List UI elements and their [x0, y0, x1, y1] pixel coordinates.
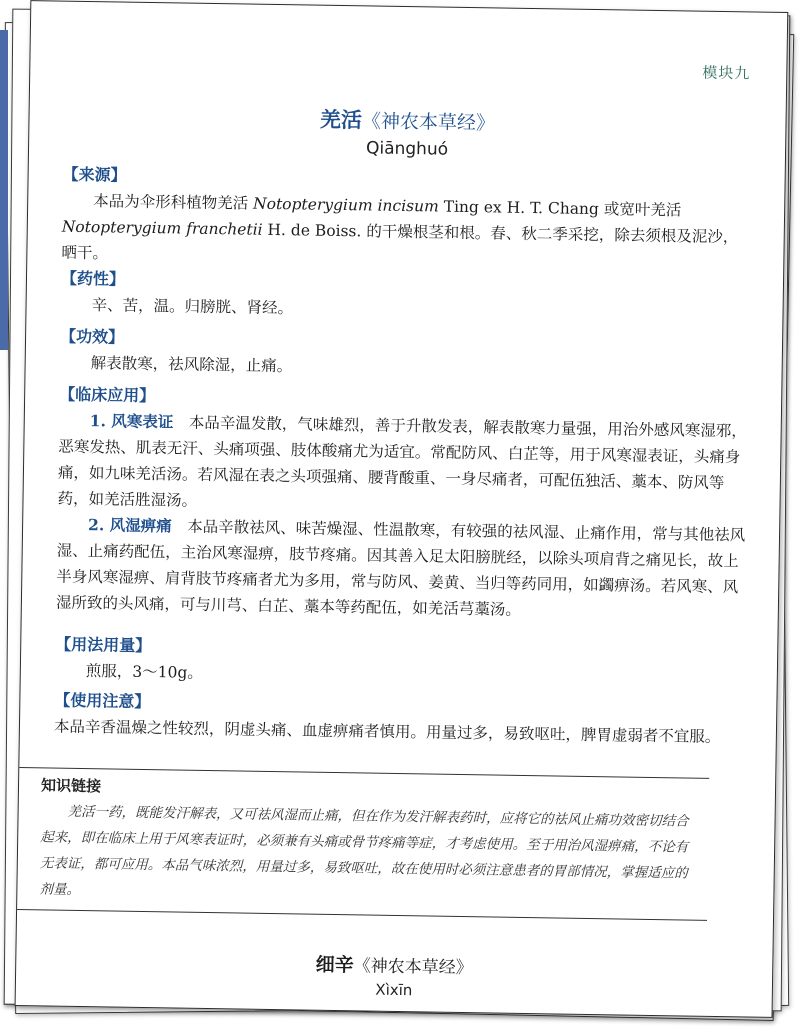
- book-page: [15, 0, 789, 1018]
- cover-edge: [0, 30, 8, 350]
- herb-source: 《神农本草经》: [361, 110, 496, 135]
- section-origin: [61, 162, 753, 277]
- caution-text: 本品辛香温燥之性较烈，阴虚头痛、血虚痹痛者慎用。用量过多，易致呕吐，脾胃虚弱者不宜服。: [53, 717, 721, 747]
- nature-text: 辛、苦，温。归膀胱、肾经。: [91, 296, 294, 318]
- herb-name: 羌活: [319, 106, 363, 133]
- heading-caution: 【使用注意】: [54, 690, 151, 712]
- latin-name-a: Notopterygium incisum: [252, 194, 439, 216]
- section-dosage: [55, 632, 746, 695]
- section-effect: [59, 324, 750, 387]
- clinical-item-2-title: 2. 风湿痹痛: [87, 515, 172, 536]
- clinical-item-1: [57, 408, 749, 523]
- heading-clinical: 【临床应用】: [59, 384, 156, 406]
- clinical-item-2: [56, 512, 748, 627]
- section-caution: [54, 688, 745, 751]
- herb-pinyin: Qiānghuó: [365, 138, 449, 160]
- dosage-text: 煎服，3～10g。: [85, 662, 203, 682]
- heading-origin: 【来源】: [62, 164, 127, 185]
- clinical-item-1-title: 1. 风寒表证: [89, 411, 174, 432]
- latin-name-b: Notopterygium franchetii: [61, 217, 263, 239]
- clinical-item-2-text: 本品辛散祛风、味苦燥湿、性温散寒，有较强的祛风湿、止痛作用，常与其他祛风湿、止痛药配伍，主治风寒湿痹，肢节疼痛。因其善入足太阳膀胱经，以除头项肩背之痛见长，故上半身风寒湿痹、肩背肢节疼痛者尤为多用，常与防风、姜黄、当归等药同用，如蠲痹汤。若风寒、风湿所致的头风痛，可与川芎、白芷、藁本等药配伍，如羌活芎藁汤。: [55, 517, 746, 619]
- next-herb-name: 细辛: [315, 953, 354, 977]
- next-herb-source: 《神农本草经》: [353, 956, 473, 979]
- module-label: 模块九: [702, 63, 751, 83]
- effect-text: 解表散寒，祛风除湿，止痛。: [90, 354, 293, 376]
- origin-text-b: Ting ex H. T. Chang 或宽叶羌活: [438, 197, 682, 220]
- heading-nature: 【药性】: [60, 268, 126, 289]
- heading-effect: 【功效】: [59, 326, 125, 347]
- origin-text-a: 本品为伞形科植物羌活: [93, 192, 254, 213]
- knowledge-link-body: 羌活一药，既能发汗解表，又可祛风湿而止痛，但在作为发汗解表药时，应将它的祛风止痛功效密切结合起来，即在临床上用于风寒表证时，必须兼有头痛或骨节疼痛等症，才考虑使用。至于用治风湿痹痛，不论有无表证，都可应用。本品气味浓烈，用量过多，易致呕吐，故在使用时必须注意患者的胃部情况，掌握适应的剂量。: [39, 803, 689, 898]
- section-clinical: [56, 382, 750, 627]
- clinical-item-1-text: 本品辛温发散，气味雄烈，善于升散发表，解表散寒力量强，用治外感风寒湿邪，恶寒发热、肌表无汗、头痛项强、肢体酸痛尤为适宜。常配防风、白芷等，用于风寒湿表证，头痛身痛，如九味羌活汤。若风湿在表之头项强痛、腰背酸重、一身尽痛者，可配伍独活、藁本、防风等药，如羌活胜湿汤。: [57, 413, 747, 510]
- next-herb-pinyin: Xìxīn: [375, 980, 413, 1000]
- section-nature: [60, 266, 751, 329]
- origin-text-c: H. de Boiss. 的干燥根茎和根。春、秋二季采挖，除去须根及泥沙，晒干。: [61, 220, 739, 263]
- heading-dosage: 【用法用量】: [55, 634, 152, 656]
- origin-text: [61, 188, 752, 277]
- knowledge-link-text: [39, 798, 691, 912]
- knowledge-link-title: 知识链接: [40, 776, 102, 796]
- knowledge-top-rule: [19, 767, 709, 779]
